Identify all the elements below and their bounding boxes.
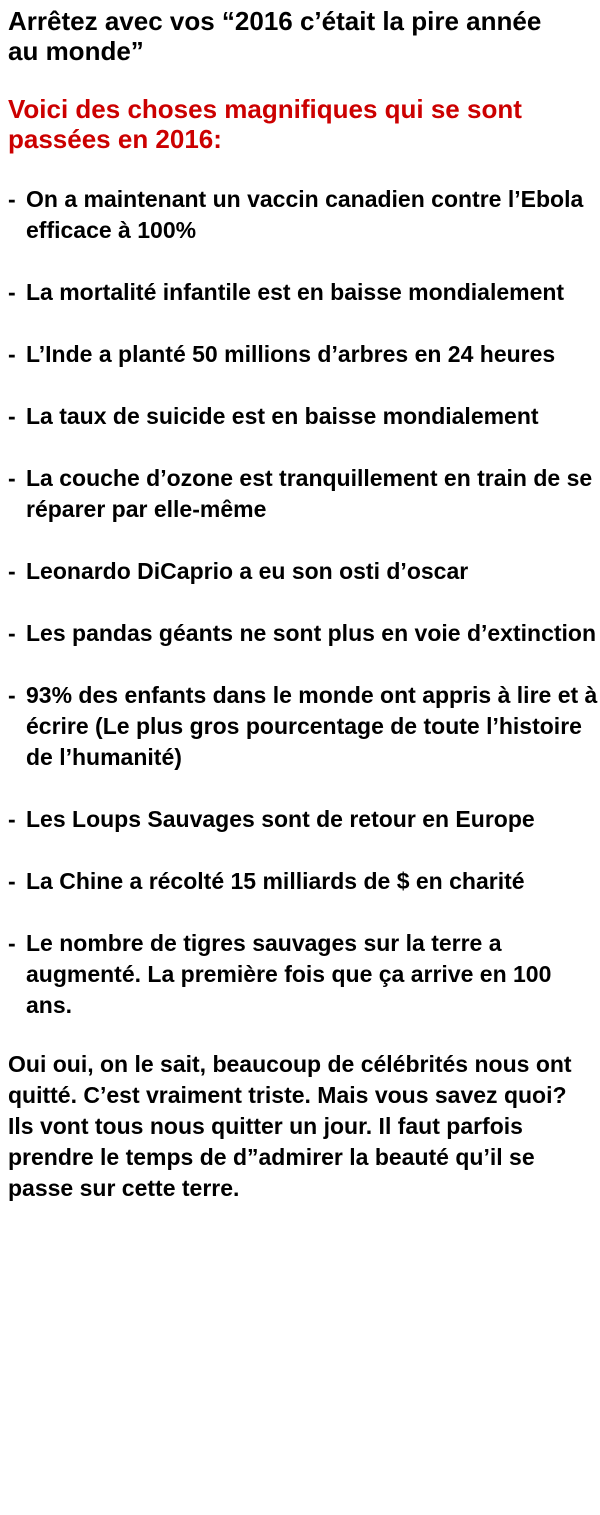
bullet-dash: - [8,620,16,646]
bullet-dash: - [8,403,16,429]
bullet-dash: - [8,806,16,832]
list-item [8,184,598,246]
bullet-dash: - [8,682,16,708]
list-item [8,463,598,525]
list-item-text: Les pandas géants ne sont plus en voie d’extinction [26,620,597,646]
bullet-dash: - [8,930,16,956]
bullet-dash: - [8,186,16,212]
list-item [8,866,598,897]
list-item-text: 93% des enfants dans le monde ont appris à lire et à écrire (Le plus gros pourcentage de toute l’histoire de l’humanité) [26,682,598,770]
bullet-dash: - [8,558,16,584]
bullet-dash: - [8,279,16,305]
list-item [8,339,598,370]
bullet-dash: - [8,341,16,367]
list-item [8,618,598,649]
closing-paragraph: Oui oui, on le sait, beaucoup de célébrités nous ont quitté. C’est vraiment triste. Mais vous savez quoi? Ils vont tous nous quitter un jour. Il faut parfois prendre le temps de d”admirer la beauté qu’il se passe sur cette terre. [8,1051,572,1201]
bullet-dash: - [8,868,16,894]
good-things-list [8,184,598,1021]
list-item [8,277,598,308]
page-subtitle: Voici des choses magnifiques qui se sont passées en 2016: [8,94,522,154]
list-item [8,804,598,835]
list-item-text: Le nombre de tigres sauvages sur la terre a augmenté. La première fois que ça arrive en 100 ans. [26,930,552,1018]
page-title: Arrêtez avec vos “2016 c’était la pire année au monde” [8,6,542,66]
list-item [8,401,598,432]
list-item [8,556,598,587]
list-item-text: On a maintenant un vaccin canadien contre l’Ebola efficace à 100% [26,186,584,243]
list-item-text: Leonardo DiCaprio a eu son osti d’oscar [26,558,469,584]
list-item-text: La Chine a récolté 15 milliards de $ en charité [26,868,525,894]
bullet-dash: - [8,465,16,491]
list-item-text: La taux de suicide est en baisse mondialement [26,403,539,429]
list-item-text: L’Inde a planté 50 millions d’arbres en 24 heures [26,341,556,367]
list-item [8,928,598,1021]
list-item-text: Les Loups Sauvages sont de retour en Europe [26,806,535,832]
list-item-text: La mortalité infantile est en baisse mondialement [26,279,565,305]
list-item [8,680,598,773]
list-item-text: La couche d’ozone est tranquillement en train de se réparer par elle-même [26,465,593,522]
